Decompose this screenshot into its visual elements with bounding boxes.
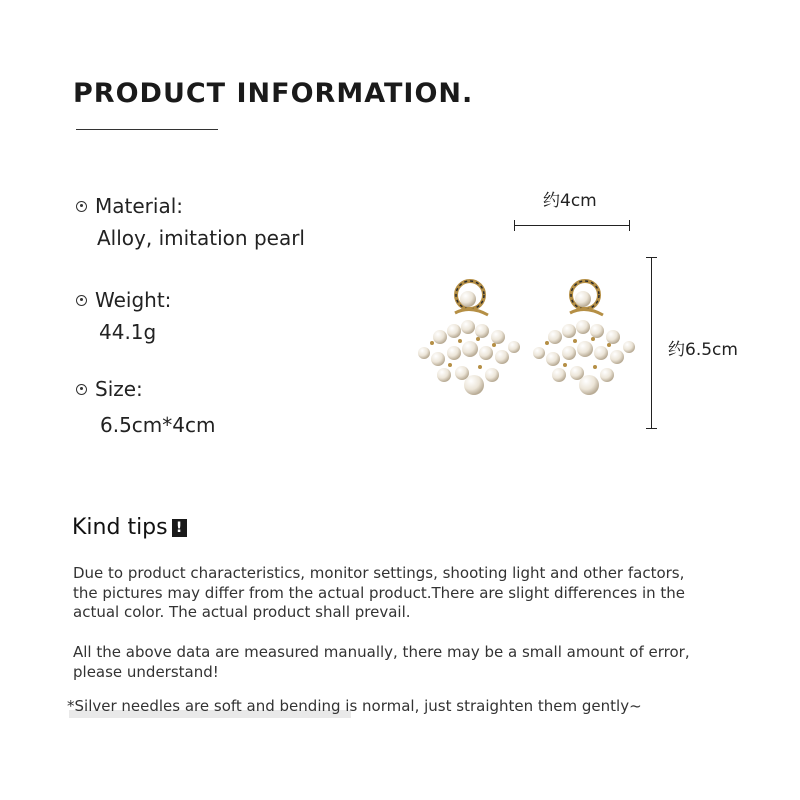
spec-label: Weight: [95, 288, 172, 312]
spec-size [76, 377, 216, 437]
tips-heading [72, 515, 187, 540]
width-dimension-tick-left [514, 220, 515, 231]
page-title: PRODUCT INFORMATION. [73, 78, 474, 109]
bullet-icon [76, 295, 87, 306]
height-dimension-line [651, 257, 652, 429]
spec-material [76, 194, 305, 250]
tips-paragraph-2: All the above data are measured manually, there may be a small amount of error, please understand! [73, 643, 690, 681]
spec-label: Material: [95, 194, 183, 218]
width-dimension-tick-right [629, 220, 630, 231]
earrings-image [410, 275, 640, 415]
tips-title: Kind tips [72, 515, 168, 540]
spec-value: Alloy, imitation pearl [97, 226, 305, 250]
width-dimension-line [514, 225, 630, 226]
tips-paragraph-1: Due to product characteristics, monitor settings, shooting light and other factors, the pictures may differ from the actual product.There are slight differences in the actual color. The actual product shall prevail. [73, 564, 685, 621]
spec-value: 44.1g [99, 320, 157, 344]
earring-left [418, 281, 520, 395]
height-dimension-label: 约6.5cm [668, 340, 738, 360]
spec-value: 6.5cm*4cm [100, 413, 216, 437]
warning-icon: ! [172, 519, 187, 537]
width-dimension-label: 约4cm [543, 191, 597, 211]
earring-right [533, 281, 635, 395]
height-dimension-tick-top [646, 257, 657, 258]
bullet-icon [76, 201, 87, 212]
bullet-icon [76, 384, 87, 395]
tips-note: *Silver needles are soft and bending is normal, just straighten them gently~ [67, 697, 642, 715]
title-divider [76, 129, 218, 130]
spec-label: Size: [95, 377, 143, 401]
spec-weight [76, 288, 171, 344]
height-dimension-tick-bottom [646, 428, 657, 429]
